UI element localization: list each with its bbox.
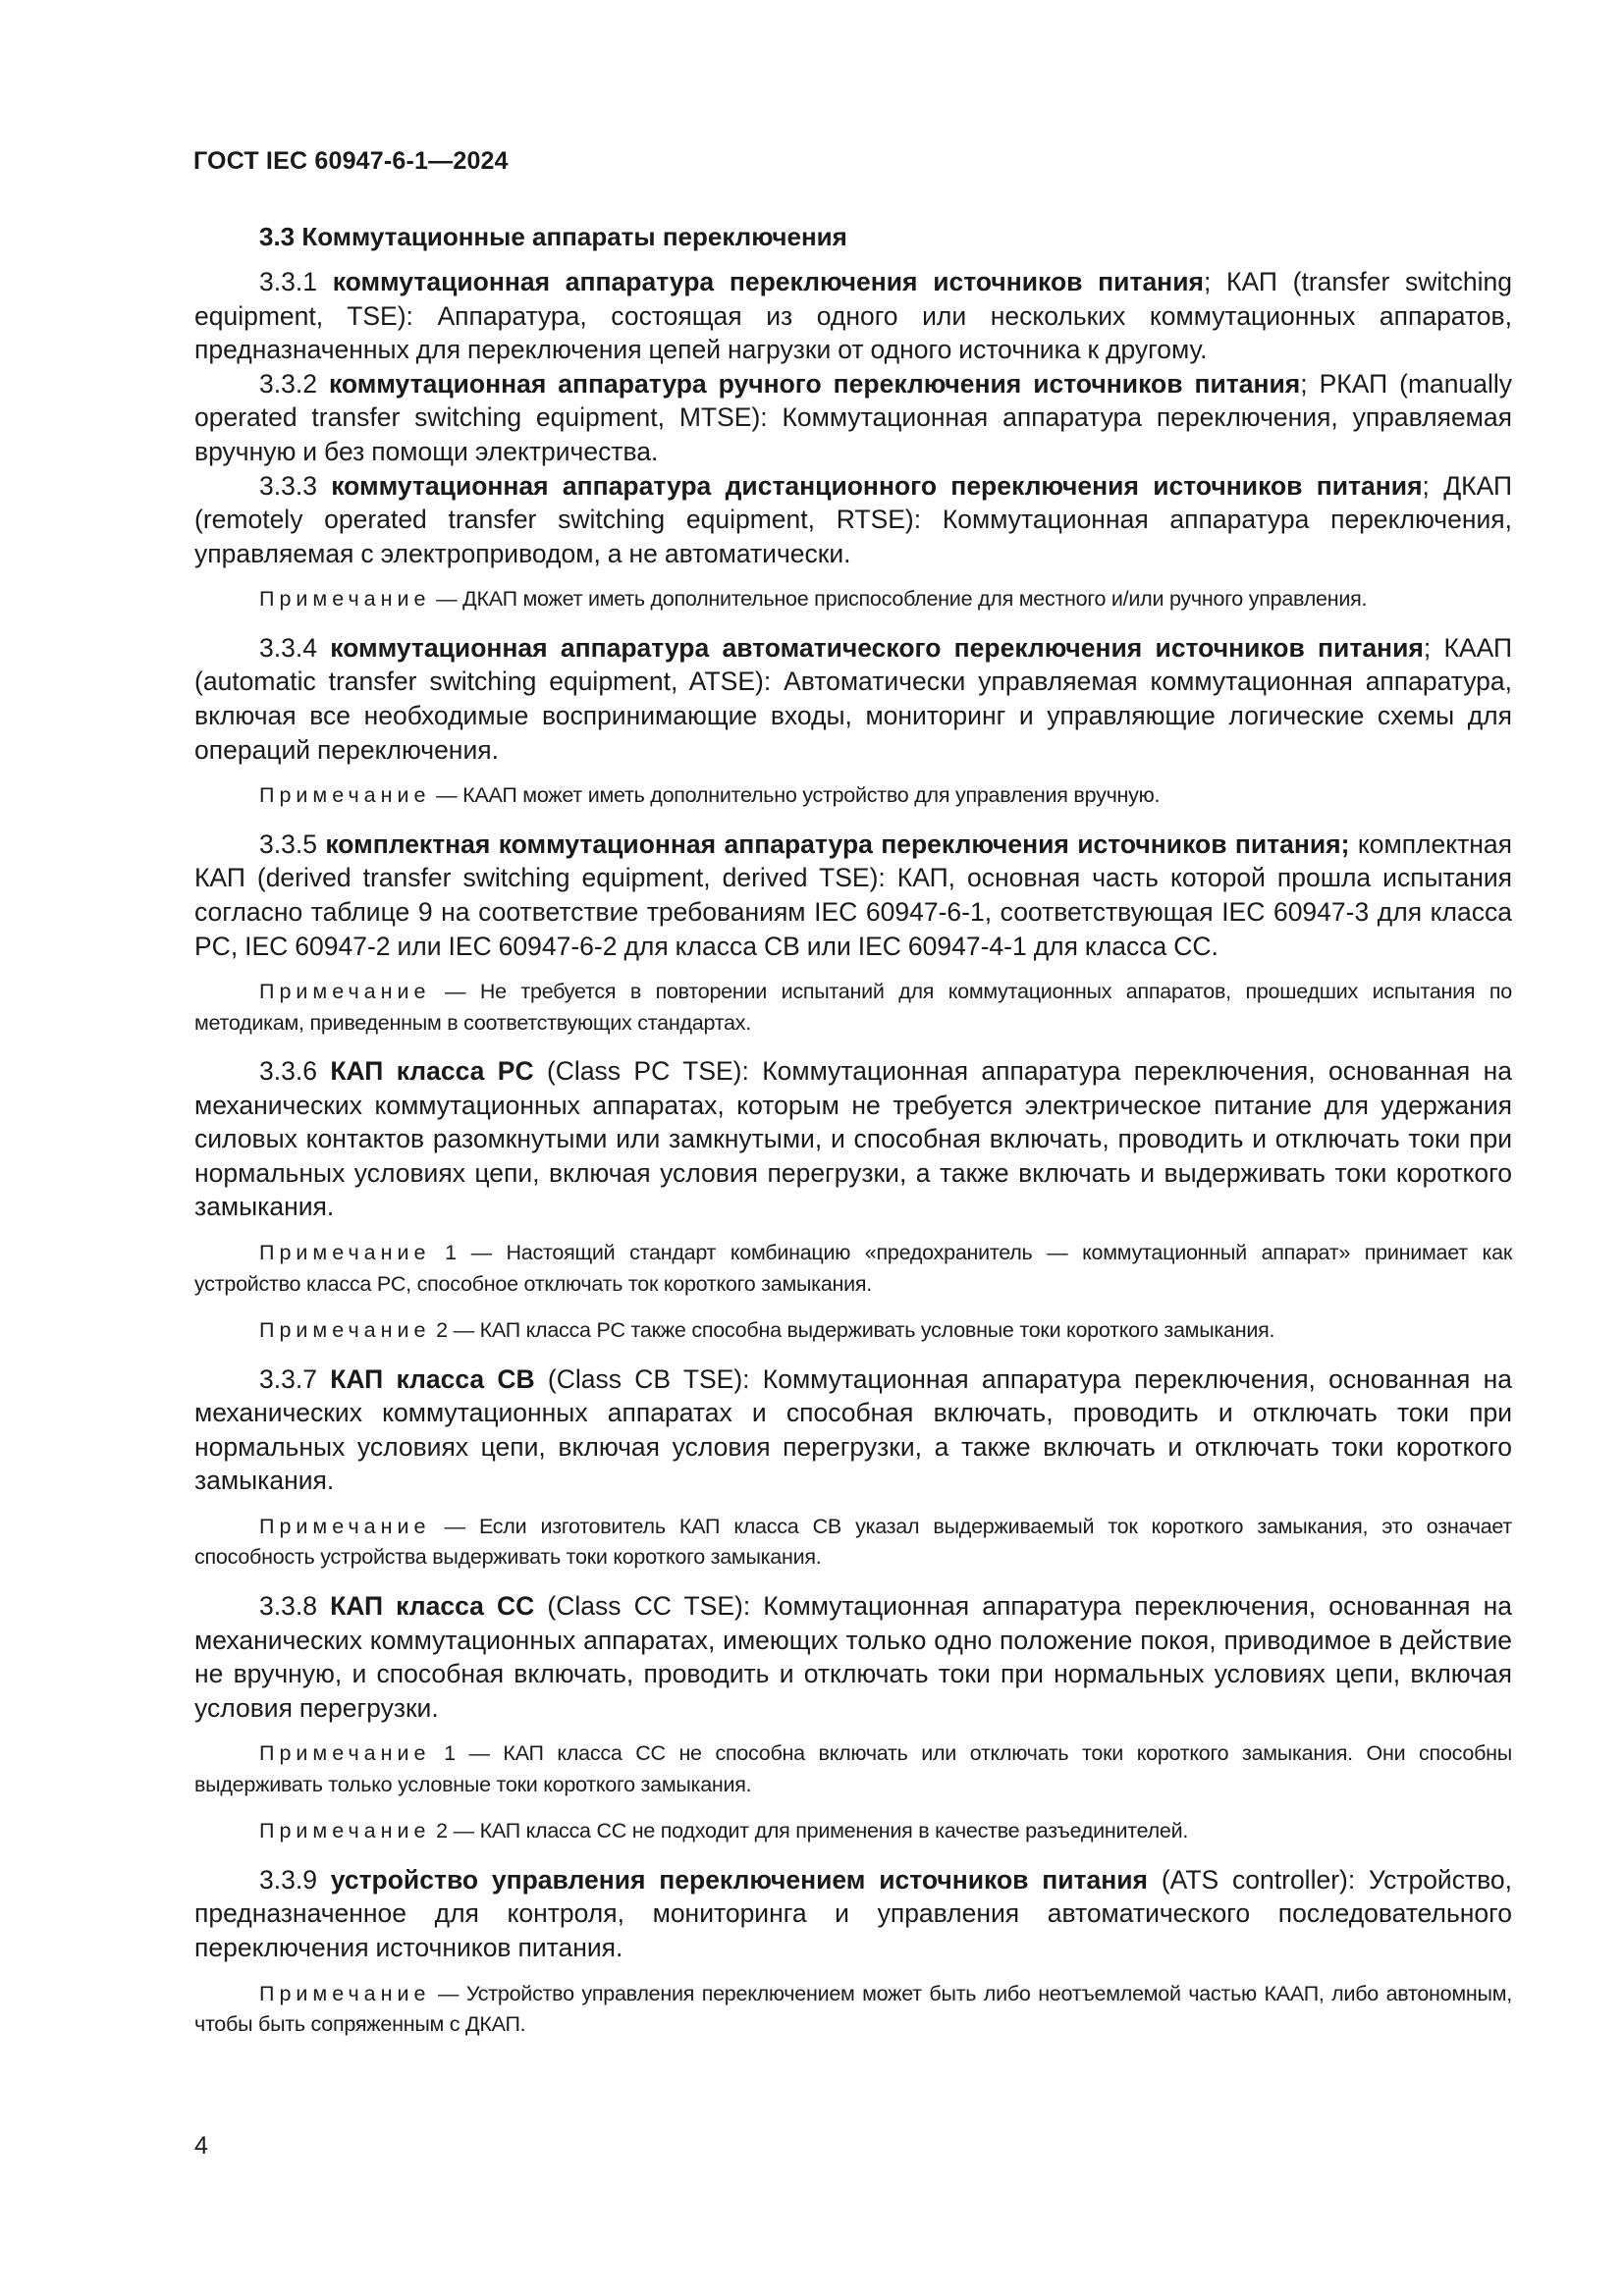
note-3-3-9 (194, 1979, 1512, 2041)
term-number: 3.3.1 (259, 267, 317, 296)
term-number: 3.3.4 (259, 632, 317, 663)
term-name: комплектная коммутационная аппаратура переключения источников питания; (325, 828, 1350, 859)
term-name: устройство управления переключением источников питания (330, 1864, 1149, 1895)
term-name: коммутационная аппаратура ручного переключения источников питания (328, 368, 1301, 399)
term-definition: ; КАП (transfer switching equipment, TSE): Аппаратура, состоящая из одного или нескольких коммутационных аппаратов, предназначенных для переключения цепей нагрузки от одного источника к другому. (194, 267, 1513, 365)
term-definition: (Class CB TSE): Коммутационная аппаратура переключения, основанная на механических коммутационных аппаратах и способная включать, проводить и отключать токи при нормальных условиях цепи, включая условия перегрузки, а также включать и отключать токи короткого замыкания. (194, 1363, 1513, 1496)
note-text: — ДКАП может иметь дополнительное приспособление для местного и/или ручного управления. (430, 587, 1368, 612)
term-3-3-7 (194, 1362, 1512, 1498)
note-label: Примечание (259, 1514, 431, 1538)
term-definition: ; РКАП (manually operated transfer switching equipment, MTSE): Коммутационная аппаратура переключения, управляемая вручную и без помощи электричества. (194, 368, 1512, 466)
term-number: 3.3.9 (259, 1864, 317, 1895)
term-number: 3.3.2 (259, 368, 317, 399)
term-name: КАП класса CB (330, 1363, 535, 1394)
term-3-3-4 (194, 631, 1512, 767)
term-definition: ; КААП (automatic transfer switching equipment, ATSE): Автоматически управляемая коммутационная аппаратура, включая все необходимые воспринимающие входы, мониторинг и управляющие логические схемы для операций переключения. (194, 632, 1512, 765)
note-label: Примечание (259, 1241, 431, 1265)
note-3-3-8-2 (194, 1816, 1512, 1847)
note-text: — Не требуется в повторении испытаний для коммутационных аппаратов, прошедших испытания по методикам, приведенным в соответствующих стандартах. (194, 980, 1512, 1035)
term-number: 3.3.5 (259, 828, 317, 859)
term-definition: (Class PC TSE): Коммутационная аппаратура переключения, основанная на механических коммутационных аппаратах, которым не требуется электрическое питание для удержания силовых контактов разомкнутыми или замкнутыми, и способная включать, проводить и отключать токи при нормальных условиях цепи, включая условия перегрузки, а также включать и выдерживать токи короткого замыкания. (194, 1056, 1512, 1222)
note-text: 1 — Настоящий стандарт комбинацию «предохранитель — коммутационный аппарат» принимает как устройство класса PC, способное отключать ток короткого замыкания. (194, 1241, 1512, 1296)
note-label: Примечание (259, 980, 431, 1004)
term-3-3-8 (194, 1589, 1512, 1725)
note-label: Примечание (259, 1318, 431, 1343)
note-3-3-3 (194, 584, 1512, 615)
term-3-3-9 (194, 1863, 1512, 1965)
note-text: — КААП может иметь дополнительно устройство для управления вручную. (430, 783, 1161, 808)
term-3-3-5 (194, 828, 1512, 963)
term-definition: комплектная КАП (derived transfer switching equipment, derived TSE): КАП, основная часть которой прошла испытания согласно таблице 9 на соответствие требованиям IEC 60947-6-1, соответствующая IEC 60947-3 для класса PC, IEC 60947-2 или IEC 60947-6-2 для класса CB или IEC 60947-4-1 для класса CC. (194, 828, 1512, 961)
note-text: 2 — КАП класса PC также способна выдерживать условные токи короткого замыкания. (430, 1318, 1275, 1343)
note-text: 1 — КАП класса CC не способна включать или отключать токи короткого замыкания. Они способны выдерживать только условные токи короткого замыкания. (194, 1741, 1512, 1796)
note-label: Примечание (259, 1819, 431, 1843)
term-name: коммутационная аппаратура автоматического переключения источников питания (330, 632, 1424, 663)
term-name: коммутационная аппаратура переключения источников питания (332, 267, 1204, 296)
note-3-3-5 (194, 977, 1512, 1039)
note-text: 2 — КАП класса CC не подходит для применения в качестве разъединителей. (430, 1819, 1189, 1843)
document-header: ГОСТ IEC 60947-6-1—2024 (193, 147, 509, 175)
term-number: 3.3.6 (259, 1056, 317, 1087)
note-3-3-7 (194, 1512, 1512, 1574)
note-text: — Если изготовитель КАП класса CB указал выдерживаемый ток короткого замыкания, это означает способность устройства выдерживать токи короткого замыкания. (194, 1514, 1512, 1570)
page-number: 4 (194, 2132, 208, 2160)
term-definition: (ATS controller): Устройство, предназначенное для контроля, мониторинга и управления автоматического последовательного переключения источников питания. (194, 1864, 1513, 1962)
note-3-3-6-2 (194, 1315, 1512, 1347)
note-3-3-4 (194, 780, 1512, 812)
note-3-3-8-1 (194, 1738, 1512, 1800)
term-number: 3.3.8 (259, 1590, 317, 1621)
term-3-3-6 (194, 1054, 1512, 1224)
note-label: Примечание (259, 587, 431, 612)
note-label: Примечание (259, 1981, 431, 2005)
term-3-3-2 (194, 367, 1512, 469)
term-definition: ; ДКАП (remotely operated transfer switching equipment, RTSE): Коммутационная аппаратура переключения, управляемая с электроприводом, а не автоматически. (194, 470, 1512, 568)
note-label: Примечание (259, 1741, 431, 1766)
note-label: Примечание (259, 783, 431, 808)
term-definition: (Class CC TSE): Коммутационная аппаратура переключения, основанная на механических коммутационных аппаратах, имеющих только одно положение покоя, приводимое в действие не вручную, и способная включать, проводить и отключать токи при нормальных условиях цепи, включая условия перегрузки. (194, 1590, 1512, 1723)
term-name: КАП класса CC (330, 1590, 535, 1621)
term-number: 3.3.3 (259, 470, 317, 501)
document-body (194, 220, 1512, 2056)
note-3-3-6-1 (194, 1238, 1512, 1300)
term-name: коммутационная аппаратура дистанционного переключения источников питания (331, 470, 1423, 501)
term-number: 3.3.7 (259, 1363, 317, 1394)
note-text: — Устройство управления переключением может быть либо неотъемлемой частью КААП, либо автономным, чтобы быть сопряженным с ДКАП. (194, 1981, 1512, 2037)
section-heading: 3.3 Коммутационные аппараты переключения (259, 222, 847, 251)
term-name: КАП класса PC (330, 1056, 534, 1087)
term-3-3-3 (194, 469, 1512, 571)
term-3-3-1 (194, 265, 1512, 367)
